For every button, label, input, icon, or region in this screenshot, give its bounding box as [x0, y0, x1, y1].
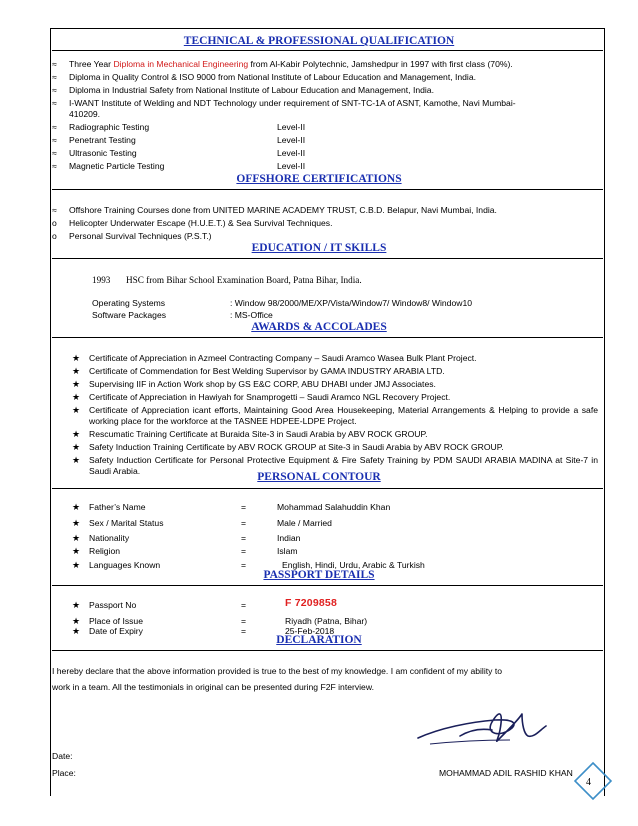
star-bullet-icon: ★	[72, 392, 81, 402]
star-bullet-icon: ★	[72, 502, 81, 512]
star-bullet-icon: ★	[72, 616, 81, 626]
date-label: Date:	[52, 751, 73, 761]
highlight-text: Diploma in Mechanical Engineering	[113, 59, 249, 69]
heading-technical: TECHNICAL & PROFESSIONAL QUALIFICATION	[183, 35, 455, 47]
heading-declaration: DECLARATION	[276, 634, 362, 646]
os-value: : Window 98/2000/ME/XP/Vista/Window7/ Window8/ Window10	[230, 298, 473, 308]
star-bullet-icon: ★	[72, 560, 81, 570]
star-bullet-icon: ★	[72, 353, 81, 363]
circle-bullet: o	[52, 218, 57, 228]
star-bullet-icon: ★	[72, 455, 81, 465]
divider	[52, 258, 603, 259]
resume-page: TECHNICAL & PROFESSIONAL QUALIFICATION ≈ Three Year Diploma in Mechanical Engineering from Al-Kabir Polytechnic, Jamshedpur in 1997 with first class (70%). ≈ Diploma in Quality Control & ISO 9000 from National Institute of Labour Education and Management, India. ≈ Diploma in Industrial Safety from National Institute of Labour Education and Management, India. ≈ I-WANT Institute of Welding and NDT Technology under requirement of SNT-TC-1A of ASNT, Kamothe, Navi Mumbai- 410209. ≈ Radiographic Testing Level-II ≈ Penetrant Testing Level-II ≈ Ultrasonic Testing Level-II ≈ Magnetic Particle Testing Level-II OFFSHORE CERTIFICATIONS ≈ Offshore Training Courses done from UNITED MARINE ACADEMY TRUST, C.B.D. Belapur, Navi Mumbai, India. o Helicopter Underwater Escape (H.U.E.T.) & Sea Survival Techniques. o Personal Survival Techniques (P.S.T.) EDUCATION / IT SKILLS 1993 HSC from Bihar School Examination Board, Patna Bihar, India. Operating Systems : Window 98/2000/ME/XP/Vista/Window7/ Window8/ Window10 Software Packages : MS-Office AWARDS & ACCOLADES ★ Certificate of Appreciation in Azmeel Contracting Company – Saudi Aramco Wasea Bulk Plant Project. ★ Certificate of Commendation for Best Welding Supervisor by GAMA INDUSTRY ARABIA LTD. ★ Supervising IIF in Action Work shop by GS E&C CORP, ABU DHABI under JMJ Associates. ★ Certificate of Appreciation in Hawiyah for Snamprogetti – Saudi Aramco NGL Recovery Project. ★ Certificate of Appreciation icant efforts, Maintaining Good Area Housekeeping, Material Arrangements & Helping to provide a safe working place for the workforce at the TASNEE HDPEE-LDPE Project. ★ Rescumatic Training Certificate at Buraida Site-3 in Saudi Arabia by ABV ROCK GROUP. ★ Safety Induction Training Certificate by ABV ROCK GROUP at Site-3 in Saudi Arabia by ABV ROCK GROUP. ★ Safety Induction Certificate for Personal Protective Equipment & Fire Safety Training by PDM SAUDI ARABIA MADINA at Site-7 in Saudi Arabia. PERSONAL CONTOUR ★ Father’s Name = Mohammad Salahuddin Khan ★ Sex / Marital Status = Male / Married ★ Nationality = Indian ★ Religion = Islam ★ Languages Known = English, Hindi, Urdu, Arabic & Turkish PASSPORT DETAILS ★ Passport No = F 7209858 ★ Place of Issue = Riyadh (Patna, Bihar) ★ Date of Expiry = 25-Feb-2018 DECLARATION I hereby declare that the above information provided is true to the best of my knowledge. I am confident of my ability to work in a team. All the testimonials in original can be presented during F2F interview. Date: Place: MOHAMMAD ADIL RASHID KHAN 4	[0, 0, 638, 826]
place-label: Place:	[52, 768, 76, 778]
star-bullet-icon: ★	[72, 366, 81, 376]
heading-personal: PERSONAL CONTOUR	[257, 471, 381, 483]
divider	[52, 50, 603, 51]
education-year: 1993	[92, 275, 111, 285]
divider	[52, 337, 603, 338]
page-number: 4	[586, 777, 591, 788]
star-bullet-icon: ★	[72, 600, 81, 610]
divider	[52, 650, 603, 651]
declaration-line: work in a team. All the testimonials in original can be presented during F2F interview.	[52, 682, 374, 692]
star-bullet-icon: ★	[72, 379, 81, 389]
star-bullet-icon: ★	[72, 533, 81, 543]
star-bullet-icon: ★	[72, 546, 81, 556]
software-label: Software Packages	[92, 310, 167, 320]
divider	[52, 488, 603, 489]
software-value: : MS-Office	[230, 310, 273, 320]
divider	[52, 189, 603, 190]
declaration-line: I hereby declare that the above information provided is true to the best of my knowledge. I am confident of my ability to	[52, 666, 502, 676]
star-bullet-icon: ★	[72, 518, 81, 528]
star-bullet-icon: ★	[72, 626, 81, 636]
star-bullet-icon: ★	[72, 442, 81, 452]
education-school: HSC from Bihar School Examination Board, Patna Bihar, India.	[126, 275, 362, 285]
page-corner-decoration	[573, 761, 613, 801]
signatory-name: MOHAMMAD ADIL RASHID KHAN	[439, 768, 573, 778]
star-bullet-icon: ★	[72, 429, 81, 439]
heading-awards: AWARDS & ACCOLADES	[251, 321, 387, 333]
heading-offshore: OFFSHORE CERTIFICATIONS	[236, 173, 402, 185]
heading-passport: PASSPORT DETAILS	[263, 569, 375, 581]
signature-image	[400, 700, 550, 760]
approx-bullet: ≈	[52, 59, 57, 69]
passport-number: F 7209858	[285, 597, 338, 609]
heading-education: EDUCATION / IT SKILLS	[251, 242, 387, 254]
divider	[52, 585, 603, 586]
star-bullet-icon: ★	[72, 405, 81, 415]
os-label: Operating Systems	[92, 298, 166, 308]
